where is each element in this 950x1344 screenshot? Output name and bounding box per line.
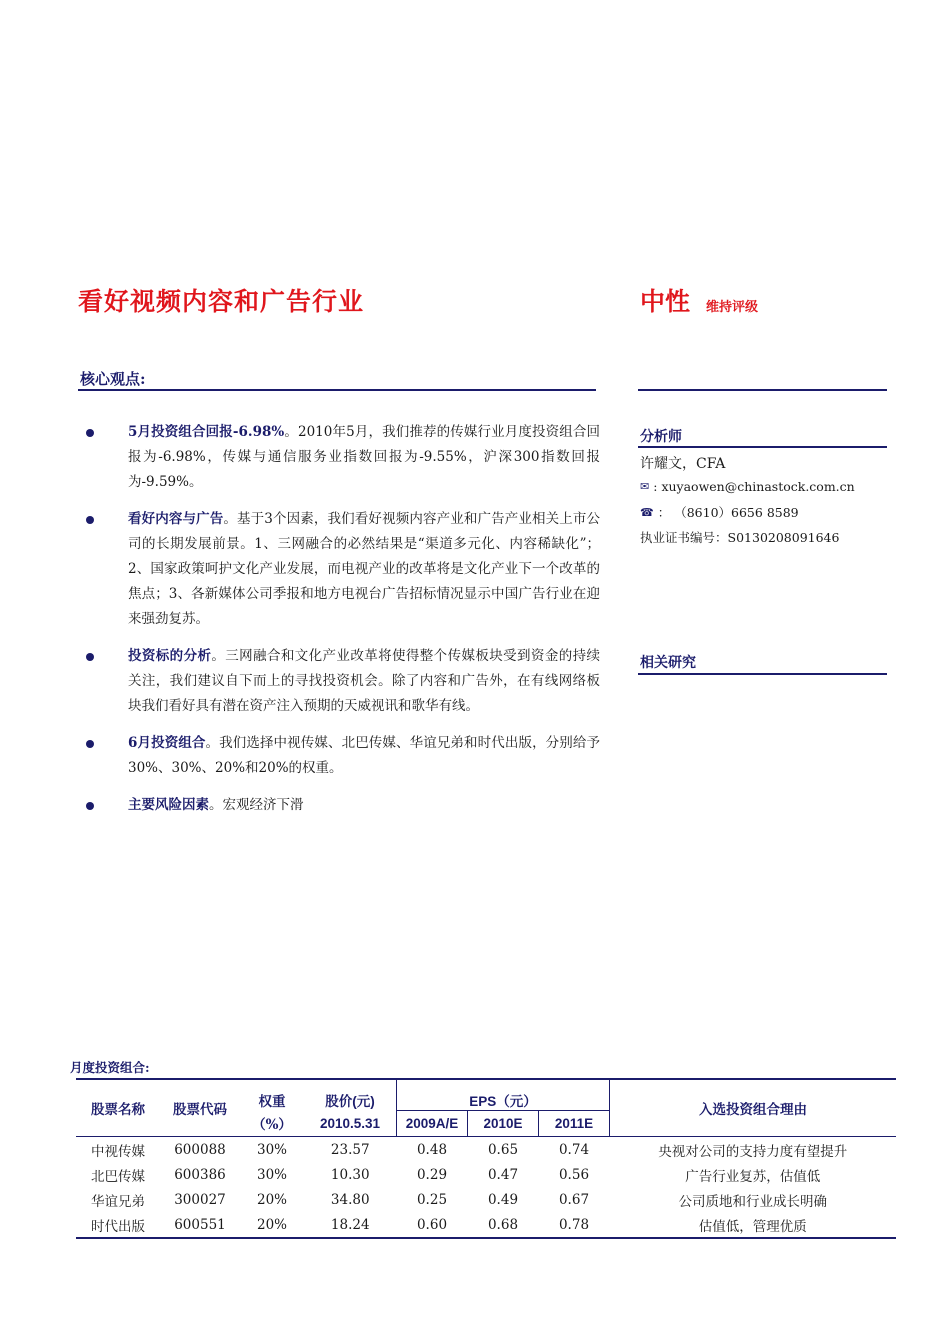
portfolio-title: 月度投资组合: bbox=[70, 1060, 150, 1075]
cert-label: 执业证书编号： bbox=[640, 530, 728, 545]
cell-eps: 0.65 bbox=[487, 1141, 519, 1158]
bullet-body: 。我们选择中视传媒、北巴传媒、华谊兄弟和时代出版，分别给予30%、30%、20%和20%的权重。 bbox=[128, 735, 600, 776]
analyst-phone-line bbox=[640, 503, 799, 521]
portfolio-table bbox=[76, 1078, 896, 1239]
cell-name: 中视传媒 bbox=[91, 1143, 145, 1160]
core-view-heading: 核心观点: bbox=[80, 370, 146, 388]
bullet-dot-icon bbox=[86, 802, 94, 810]
cell-weight: 20% bbox=[256, 1216, 287, 1233]
table-row bbox=[76, 1212, 896, 1238]
envelope-icon: ✉ bbox=[640, 480, 650, 493]
rating-label: 中性 bbox=[640, 287, 691, 316]
col-weight-unit: （%） bbox=[252, 1117, 292, 1133]
cell-reason: 央视对公司的支持力度有望提升 bbox=[658, 1143, 848, 1160]
bullet-body: 。宏观经济下滑 bbox=[209, 797, 304, 813]
cell-eps: 0.78 bbox=[558, 1216, 590, 1233]
bullet-head: 投资标的分析 bbox=[128, 648, 212, 664]
bullet-head: 主要风险因素 bbox=[128, 797, 209, 813]
cell-name: 时代出版 bbox=[91, 1218, 145, 1235]
col-eps: EPS（元） bbox=[397, 1079, 610, 1110]
col-price-date: 2010.5.31 bbox=[319, 1115, 381, 1131]
bullet-text bbox=[128, 793, 600, 818]
cell-weight: 20% bbox=[256, 1191, 287, 1208]
table-row bbox=[76, 1187, 896, 1212]
bullet-body: 。2010年5月，我们推荐的传媒行业月度投资组合回报为-6.98%，传媒与通信服务业指数回报为-9.55%，沪深300指数回报为-9.59%。 bbox=[128, 424, 600, 490]
cell-reason: 广告行业复苏，估值低 bbox=[685, 1168, 821, 1185]
analyst-rule bbox=[638, 446, 887, 448]
core-heading-rule bbox=[78, 389, 596, 391]
cell-reason: 公司质地和行业成长明确 bbox=[678, 1193, 827, 1210]
related-research-heading: 相关研究 bbox=[640, 655, 696, 671]
cell-eps: 0.68 bbox=[487, 1216, 519, 1233]
cell-weight: 30% bbox=[256, 1166, 287, 1183]
col-reason: 入选投资组合理由 bbox=[610, 1079, 897, 1137]
bullet-head: 5月投资组合回报-6.98% bbox=[128, 424, 285, 440]
cell-code: 600386 bbox=[174, 1166, 226, 1183]
table-row bbox=[76, 1162, 896, 1187]
side-top-rule bbox=[638, 389, 887, 391]
bullet-text bbox=[128, 507, 600, 632]
bullet-item bbox=[80, 420, 600, 495]
analyst-name: 许耀文，CFA bbox=[640, 456, 726, 472]
cell-eps: 0.67 bbox=[558, 1191, 590, 1208]
analyst-cert-line bbox=[640, 528, 839, 546]
analyst-email-line bbox=[640, 479, 855, 494]
col-stock-name: 股票名称 bbox=[91, 1102, 145, 1118]
cell-eps: 0.56 bbox=[558, 1166, 590, 1183]
cell-weight: 30% bbox=[256, 1141, 287, 1158]
cell-eps: 0.48 bbox=[416, 1141, 448, 1158]
cell-eps: 0.29 bbox=[416, 1166, 448, 1183]
core-bullet-list bbox=[80, 420, 600, 830]
col-stock-code: 股票代码 bbox=[173, 1102, 227, 1118]
cell-name: 华谊兄弟 bbox=[91, 1193, 145, 1210]
cell-eps: 0.60 bbox=[416, 1216, 448, 1233]
bullet-dot-icon bbox=[86, 740, 94, 748]
analyst-phone: （8610）6656 8589 bbox=[674, 505, 799, 520]
col-weight: 权重 bbox=[258, 1094, 286, 1110]
report-title: 看好视频内容和广告行业 bbox=[78, 287, 365, 316]
cert-number: S0130208091646 bbox=[727, 529, 840, 545]
cell-price: 34.80 bbox=[330, 1191, 370, 1208]
cell-name: 北巴传媒 bbox=[91, 1168, 145, 1185]
bullet-item bbox=[80, 507, 600, 632]
phone-prefix: ： bbox=[657, 505, 671, 520]
col-price: 股价(元) bbox=[325, 1094, 375, 1109]
bullet-dot-icon bbox=[86, 516, 94, 524]
bullet-dot-icon bbox=[86, 429, 94, 437]
cell-price: 23.57 bbox=[330, 1141, 370, 1158]
bullet-item bbox=[80, 644, 600, 719]
cell-eps: 0.25 bbox=[416, 1191, 448, 1208]
bullet-item bbox=[80, 793, 600, 818]
email-prefix: : bbox=[653, 479, 658, 494]
col-eps-year: 2011E bbox=[539, 1110, 610, 1137]
cell-eps: 0.47 bbox=[487, 1166, 519, 1183]
cell-eps: 0.74 bbox=[558, 1141, 590, 1158]
bullet-item bbox=[80, 731, 600, 781]
col-eps-year: 2010E bbox=[468, 1110, 539, 1137]
bullet-text bbox=[128, 644, 600, 719]
bullet-text bbox=[128, 420, 600, 495]
analyst-email-link[interactable]: xuyaowen@chinastock.com.cn bbox=[661, 479, 855, 494]
col-eps-year: 2009A/E bbox=[397, 1110, 468, 1137]
cell-code: 300027 bbox=[174, 1191, 226, 1208]
bullet-head: 看好内容与广告 bbox=[128, 511, 224, 527]
cell-eps: 0.49 bbox=[487, 1191, 519, 1208]
table-row bbox=[76, 1137, 896, 1163]
bullet-dot-icon bbox=[86, 653, 94, 661]
cell-price: 18.24 bbox=[330, 1216, 370, 1233]
analyst-heading: 分析师 bbox=[640, 429, 682, 445]
bullet-text bbox=[128, 731, 600, 781]
phone-icon: ☎ bbox=[640, 505, 654, 519]
cell-price: 10.30 bbox=[330, 1166, 370, 1183]
bullet-body: 。基于3个因素，我们看好视频内容产业和广告产业相关上市公司的长期发展前景。1、三网融合的必然结果是“渠道多元化、内容稀缺化”；2、国家政策呵护文化产业发展，而电视产业的改革将是文化产业下一个改革的焦点；3、各新媒体公司季报和地方电视台广告招标情况显示中国广告行业在迎来强劲复苏。 bbox=[128, 511, 601, 627]
cell-reason: 估值低，管理优质 bbox=[698, 1218, 807, 1235]
cell-code: 600088 bbox=[174, 1141, 226, 1158]
rating-note: 维持评级 bbox=[706, 300, 759, 315]
cell-code: 600551 bbox=[174, 1216, 226, 1233]
related-rule bbox=[638, 673, 887, 675]
bullet-body: 。三网融合和文化产业改革将使得整个传媒板块受到资金的持续关注，我们建议自下而上的寻找投资机会。除了内容和广告外，在有线网络板块我们看好具有潜在资产注入预期的天威视讯和歌华有线。 bbox=[128, 648, 601, 714]
bullet-head: 6月投资组合 bbox=[128, 735, 206, 751]
